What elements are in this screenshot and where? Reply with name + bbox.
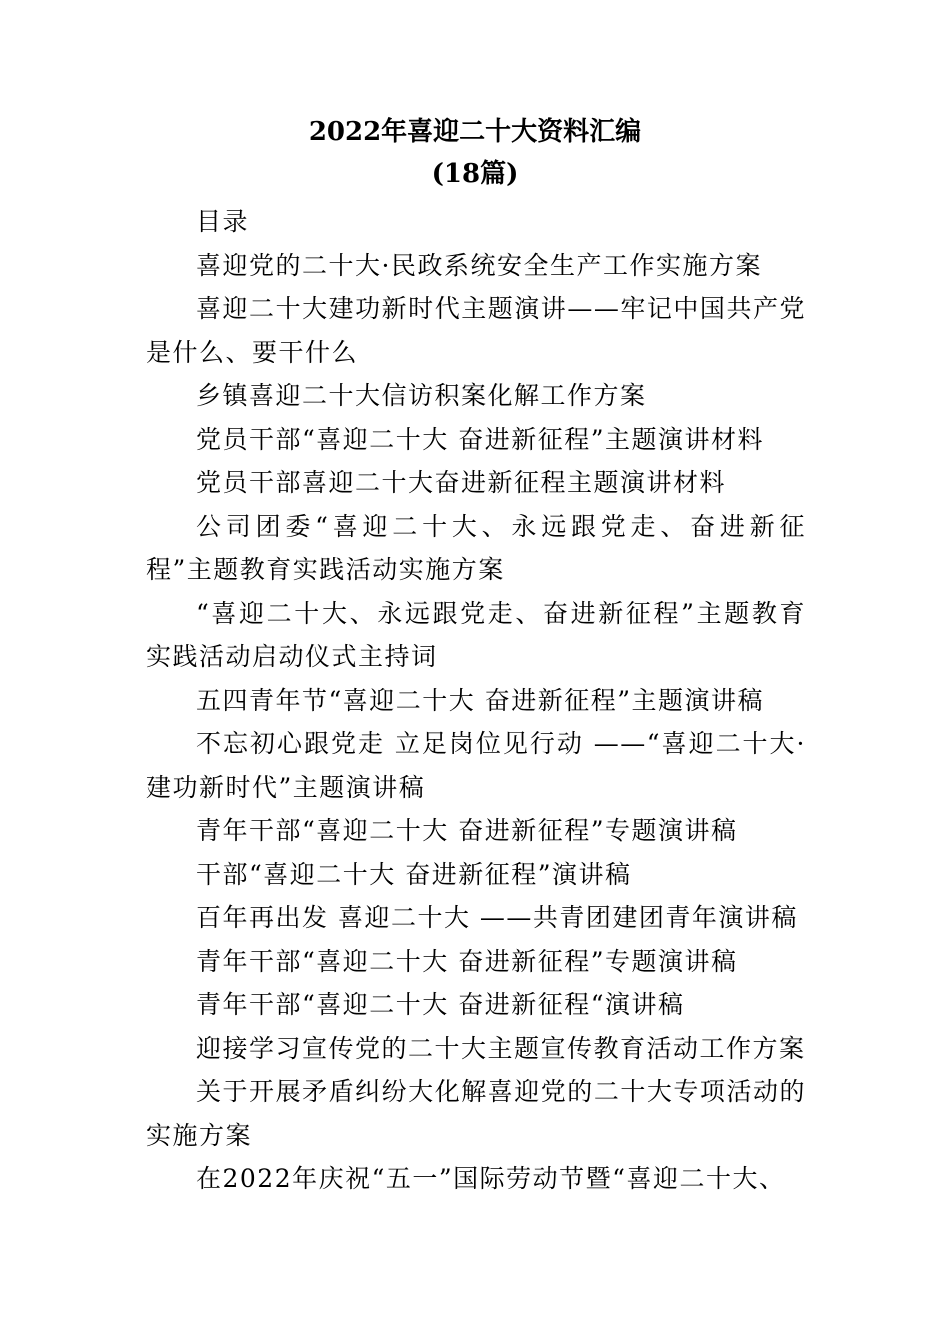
toc-entry: 党员干部“喜迎二十大 奋进新征程”主题演讲材料: [196, 424, 765, 454]
toc-entry: 公司团委“喜迎二十大、永远跟党走、奋进新征程”主题教育实践活动实施方案: [146, 511, 806, 584]
toc-entry: 在2022年庆祝“五一”国际劳动节暨“喜迎二十大、: [196, 1164, 786, 1193]
toc-entry: 不忘初心跟党走 立足岗位见行动 ——“喜迎二十大·建功新时代”主题演讲稿: [146, 729, 806, 802]
toc-entry: 喜迎党的二十大·民政系统安全生产工作实施方案: [196, 250, 762, 280]
toc-entry: 百年再出发 喜迎二十大 ——共青团建团青年演讲稿: [196, 903, 798, 932]
toc-heading: 目录: [196, 207, 250, 236]
document-subtitle: (18篇): [431, 159, 519, 189]
toc-entry: 乡镇喜迎二十大信访积案化解工作方案: [196, 381, 647, 410]
toc-entry: 五四青年节“喜迎二十大 奋进新征程”主题演讲稿: [196, 685, 765, 715]
toc-entry: 关于开展矛盾纠纷大化解喜迎党的二十大专项活动的实施方案: [146, 1077, 806, 1150]
toc-entry: 党员干部喜迎二十大奋进新征程主题演讲材料: [196, 468, 727, 497]
table-of-contents: [146, 200, 806, 1201]
toc-entry: 青年干部“喜迎二十大 奋进新征程”专题演讲稿: [196, 946, 738, 976]
toc-entry: 干部“喜迎二十大 奋进新征程”演讲稿: [196, 859, 632, 889]
toc-entry: 迎接学习宣传党的二十大主题宣传教育活动工作方案: [196, 1033, 806, 1063]
document-title: 2022年喜迎二十大资料汇编: [308, 117, 642, 147]
toc-entry: “喜迎二十大、永远跟党走、奋进新征程”主题教育实践活动启动仪式主持词: [146, 598, 806, 671]
toc-entry: 青年干部“喜迎二十大 奋进新征程“演讲稿: [196, 990, 685, 1019]
toc-entry: 青年干部“喜迎二十大 奋进新征程”专题演讲稿: [196, 816, 738, 845]
toc-entry: 喜迎二十大建功新时代主题演讲——牢记中国共产党是什么、要干什么: [146, 294, 806, 367]
